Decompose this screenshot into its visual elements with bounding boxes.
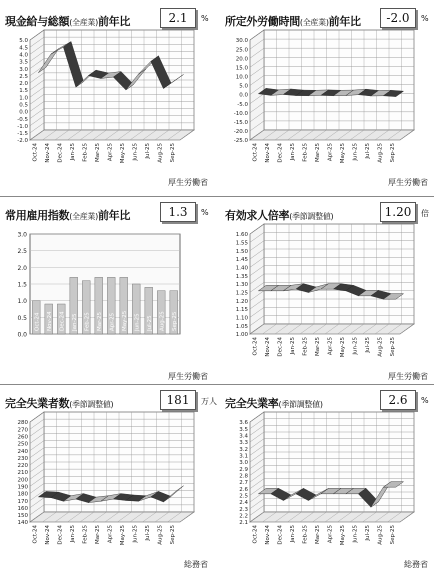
- left-wall: [250, 30, 264, 140]
- y-tick-label: -0.5: [17, 117, 28, 123]
- y-tick-label: 250: [18, 442, 29, 448]
- x-tick-label: Sep-25: [170, 525, 176, 545]
- y-tick-label: 2.2: [239, 514, 248, 520]
- x-tick-label: Jul-25: [365, 337, 371, 354]
- x-tick-label: Mar-25: [95, 525, 101, 545]
- y-tick-label: 170: [18, 499, 29, 505]
- panel-job-openings-ratio: [222, 202, 432, 384]
- x-tick-label: Jul-25: [147, 315, 153, 332]
- y-tick-label: 160: [18, 506, 29, 512]
- x-tick-label: Oct-24: [32, 525, 38, 544]
- y-tick-label: -15.0: [234, 120, 249, 126]
- y-tick-label: 2.5: [17, 248, 27, 255]
- y-tick-label: 270: [18, 427, 29, 433]
- y-tick-label: 0.5: [19, 102, 28, 108]
- x-tick-label: Jul-25: [365, 143, 371, 160]
- x-tick-label: Jan-25: [290, 337, 296, 356]
- x-tick-label: Sep-25: [172, 311, 178, 331]
- latest-value-box: 1.20: [380, 202, 416, 222]
- x-tick-label: Feb-25: [302, 143, 308, 162]
- y-tick-label: -10.0: [234, 111, 249, 117]
- y-tick-label: 25.0: [236, 47, 249, 53]
- x-tick-label: Dec-24: [59, 311, 65, 331]
- x-tick-label: Aug-25: [377, 525, 383, 545]
- y-tick-label: 220: [18, 463, 29, 469]
- y-tick-label: -5.0: [237, 102, 248, 108]
- x-tick-label: Jun-25: [352, 143, 358, 162]
- x-tick-label: Sep-25: [390, 337, 396, 357]
- y-tick-label: 260: [18, 434, 29, 440]
- chart-employment-index: [2, 226, 212, 376]
- x-tick-label: May-25: [122, 310, 128, 331]
- x-tick-label: Nov-24: [265, 143, 271, 163]
- y-tick-label: 1.5: [17, 282, 27, 289]
- x-tick-label: Nov-24: [47, 311, 53, 331]
- y-tick-label: 3.4: [239, 434, 248, 440]
- y-tick-label: 2.4: [239, 500, 248, 506]
- panel-title: 常用雇用指数(全産業)前年比: [5, 207, 130, 223]
- y-tick-label: 0.0: [17, 332, 27, 339]
- x-tick-label: Oct-24: [252, 337, 258, 356]
- row-divider-2: [0, 384, 434, 385]
- y-tick-label: 2.8: [239, 474, 248, 480]
- latest-value-box: 2.1: [160, 8, 196, 28]
- panel-cash-earnings: [2, 8, 212, 190]
- x-tick-label: Sep-25: [170, 143, 176, 163]
- chart-job-openings-ratio: [222, 226, 432, 376]
- y-tick-label: 3.2: [239, 447, 248, 453]
- y-tick-label: 1.40: [236, 266, 249, 272]
- panel-title: 現金給与総額(全産業)前年比: [5, 13, 130, 29]
- x-tick-label: Apr-25: [327, 525, 333, 544]
- x-tick-label: Jan-25: [70, 143, 76, 162]
- y-tick-label: 2.5: [239, 494, 248, 500]
- x-tick-label: Aug-25: [377, 337, 383, 357]
- x-tick-label: Aug-25: [157, 143, 163, 163]
- x-tick-label: Oct-24: [34, 312, 40, 331]
- y-tick-label: 1.0: [19, 95, 28, 101]
- y-tick-label: 1.30: [236, 282, 249, 288]
- panel-employment-index: [2, 202, 212, 384]
- panel-title: 完全失業者数(季節調整値): [5, 395, 113, 411]
- y-tick-label: 280: [18, 420, 29, 426]
- x-tick-label: Apr-25: [107, 143, 113, 162]
- panel-unemployed-persons: [2, 390, 212, 572]
- chart-overtime-hours: [222, 32, 432, 182]
- x-tick-label: Dec-24: [277, 525, 283, 545]
- y-tick-label: 1.10: [236, 316, 249, 322]
- source-label: 厚生労働省: [168, 177, 208, 188]
- y-tick-label: 2.9: [239, 467, 248, 473]
- x-tick-label: Nov-24: [265, 525, 271, 545]
- y-tick-label: 1.00: [236, 332, 249, 338]
- x-tick-label: Jun-25: [352, 337, 358, 356]
- y-tick-label: 210: [18, 470, 29, 476]
- x-tick-label: Mar-25: [95, 143, 101, 163]
- latest-value-box: 1.3: [160, 202, 196, 222]
- x-tick-label: Oct-24: [252, 143, 258, 162]
- y-tick-label: -2.0: [17, 138, 28, 144]
- y-tick-label: 2.1: [239, 520, 248, 526]
- x-tick-label: Mar-25: [315, 525, 321, 545]
- y-tick-label: 5.0: [19, 38, 28, 44]
- x-tick-label: Feb-25: [302, 525, 308, 544]
- row-divider-1: [0, 196, 434, 197]
- y-tick-label: 1.50: [236, 249, 249, 255]
- chart-unemployment-rate: [222, 414, 432, 564]
- unit-label: 倍: [421, 208, 429, 219]
- y-tick-label: 180: [18, 492, 29, 498]
- x-tick-label: Jan-25: [70, 525, 76, 544]
- x-tick-label: Mar-25: [97, 311, 103, 331]
- x-tick-label: Jun-25: [132, 143, 138, 162]
- x-tick-label: May-25: [120, 525, 126, 546]
- x-tick-label: Aug-25: [377, 143, 383, 163]
- source-label: 総務省: [404, 559, 428, 570]
- x-tick-label: Oct-24: [252, 525, 258, 544]
- x-tick-label: Jun-25: [134, 313, 140, 332]
- y-tick-label: 1.60: [236, 232, 249, 238]
- x-tick-label: May-25: [340, 525, 346, 546]
- unit-label: %: [421, 396, 429, 405]
- y-tick-label: -25.0: [234, 138, 249, 144]
- x-tick-label: Jan-25: [72, 313, 78, 332]
- x-tick-label: Jan-25: [290, 525, 296, 544]
- x-tick-label: Feb-25: [82, 143, 88, 162]
- y-tick-label: 20.0: [236, 56, 249, 62]
- x-tick-label: Apr-25: [327, 143, 333, 162]
- panel-overtime-hours: [222, 8, 432, 190]
- y-tick-label: 10.0: [236, 75, 249, 81]
- y-tick-label: 3.0: [19, 67, 28, 73]
- y-tick-label: 150: [18, 513, 29, 519]
- y-tick-label: -1.0: [17, 124, 28, 130]
- source-label: 総務省: [184, 559, 208, 570]
- x-tick-label: Dec-24: [57, 525, 63, 545]
- unit-label: %: [201, 208, 209, 217]
- unit-label: %: [201, 14, 209, 23]
- x-tick-label: Jul-25: [145, 525, 151, 542]
- x-tick-label: Dec-24: [277, 143, 283, 163]
- panel-title: 有効求人倍率(季節調整値): [225, 207, 333, 223]
- x-tick-label: Jan-25: [290, 143, 296, 162]
- y-tick-label: 1.0: [17, 298, 27, 305]
- x-tick-label: Aug-25: [159, 311, 165, 331]
- y-tick-label: 30.0: [236, 38, 249, 44]
- panel-title: 完全失業率(季節調整値): [225, 395, 323, 411]
- source-label: 厚生労働省: [388, 177, 428, 188]
- x-tick-label: Nov-24: [45, 143, 51, 163]
- y-tick-label: 3.5: [239, 427, 248, 433]
- y-tick-label: 1.35: [236, 274, 249, 280]
- x-tick-label: Feb-25: [82, 525, 88, 544]
- x-tick-label: Sep-25: [390, 525, 396, 545]
- y-tick-label: 3.3: [239, 440, 248, 446]
- source-label: 厚生労働省: [388, 371, 428, 382]
- y-tick-label: 3.5: [19, 60, 28, 66]
- y-tick-label: 2.0: [17, 265, 27, 272]
- y-tick-label: 2.7: [239, 480, 248, 486]
- y-tick-label: 190: [18, 484, 29, 490]
- y-tick-label: 2.3: [239, 507, 248, 513]
- x-tick-label: Jun-25: [352, 525, 358, 544]
- y-tick-label: 1.25: [236, 291, 249, 297]
- x-tick-label: Nov-24: [265, 337, 271, 357]
- chart-cash-earnings: [2, 32, 212, 182]
- y-tick-label: 0.5: [17, 315, 27, 322]
- x-tick-label: Jul-25: [365, 525, 371, 542]
- x-tick-label: May-25: [340, 143, 346, 164]
- x-tick-label: Apr-25: [107, 525, 113, 544]
- y-tick-label: 1.15: [236, 307, 249, 313]
- x-tick-label: May-25: [120, 143, 126, 164]
- x-tick-label: Mar-25: [315, 143, 321, 163]
- latest-value-box: 181: [160, 390, 196, 410]
- x-tick-label: Apr-25: [327, 337, 333, 356]
- unit-label: 万人: [201, 396, 217, 407]
- x-tick-label: Dec-24: [277, 337, 283, 357]
- y-tick-label: 2.0: [19, 81, 28, 87]
- source-label: 厚生労働省: [168, 371, 208, 382]
- y-tick-label: 3.0: [17, 232, 27, 239]
- y-tick-label: 140: [18, 520, 29, 526]
- y-tick-label: 5.0: [239, 84, 248, 90]
- x-tick-label: Nov-24: [45, 525, 51, 545]
- y-tick-label: 0.0: [19, 110, 28, 116]
- x-tick-label: Dec-24: [57, 143, 63, 163]
- x-tick-label: May-25: [340, 337, 346, 358]
- y-tick-label: 200: [18, 477, 29, 483]
- latest-value-box: 2.6: [380, 390, 416, 410]
- y-tick-label: 4.5: [19, 45, 28, 51]
- x-tick-label: Feb-25: [302, 337, 308, 356]
- y-tick-label: 240: [18, 449, 29, 455]
- y-tick-label: 1.20: [236, 299, 249, 305]
- x-tick-label: Jul-25: [145, 143, 151, 160]
- x-tick-label: Aug-25: [157, 525, 163, 545]
- y-tick-label: 3.1: [239, 454, 248, 460]
- x-tick-label: Feb-25: [84, 312, 90, 331]
- y-tick-label: 1.5: [19, 88, 28, 94]
- latest-value-box: -2.0: [380, 8, 416, 28]
- x-tick-label: Jun-25: [132, 525, 138, 544]
- x-tick-label: Apr-25: [109, 312, 115, 331]
- y-tick-label: 2.5: [19, 74, 28, 80]
- panel-title: 所定外労働時間(全産業)前年比: [225, 13, 361, 29]
- y-tick-label: 1.05: [236, 324, 249, 330]
- y-tick-label: 3.0: [239, 460, 248, 466]
- y-tick-label: 1.55: [236, 241, 249, 247]
- y-tick-label: 15.0: [236, 65, 249, 71]
- y-tick-label: 0.0: [239, 93, 248, 99]
- panel-unemployment-rate: [222, 390, 432, 572]
- y-tick-label: 4.0: [19, 52, 28, 58]
- unit-label: %: [421, 14, 429, 23]
- x-tick-label: Oct-24: [32, 143, 38, 162]
- y-tick-label: 3.6: [239, 420, 248, 426]
- y-tick-label: -1.5: [17, 131, 28, 137]
- x-tick-label: Mar-25: [315, 337, 321, 357]
- y-tick-label: 1.45: [236, 257, 249, 263]
- x-tick-label: Sep-25: [390, 143, 396, 163]
- chart-unemployed-persons: [2, 414, 212, 564]
- y-tick-label: -20.0: [234, 129, 249, 135]
- y-tick-label: 2.6: [239, 487, 248, 493]
- y-tick-label: 230: [18, 456, 29, 462]
